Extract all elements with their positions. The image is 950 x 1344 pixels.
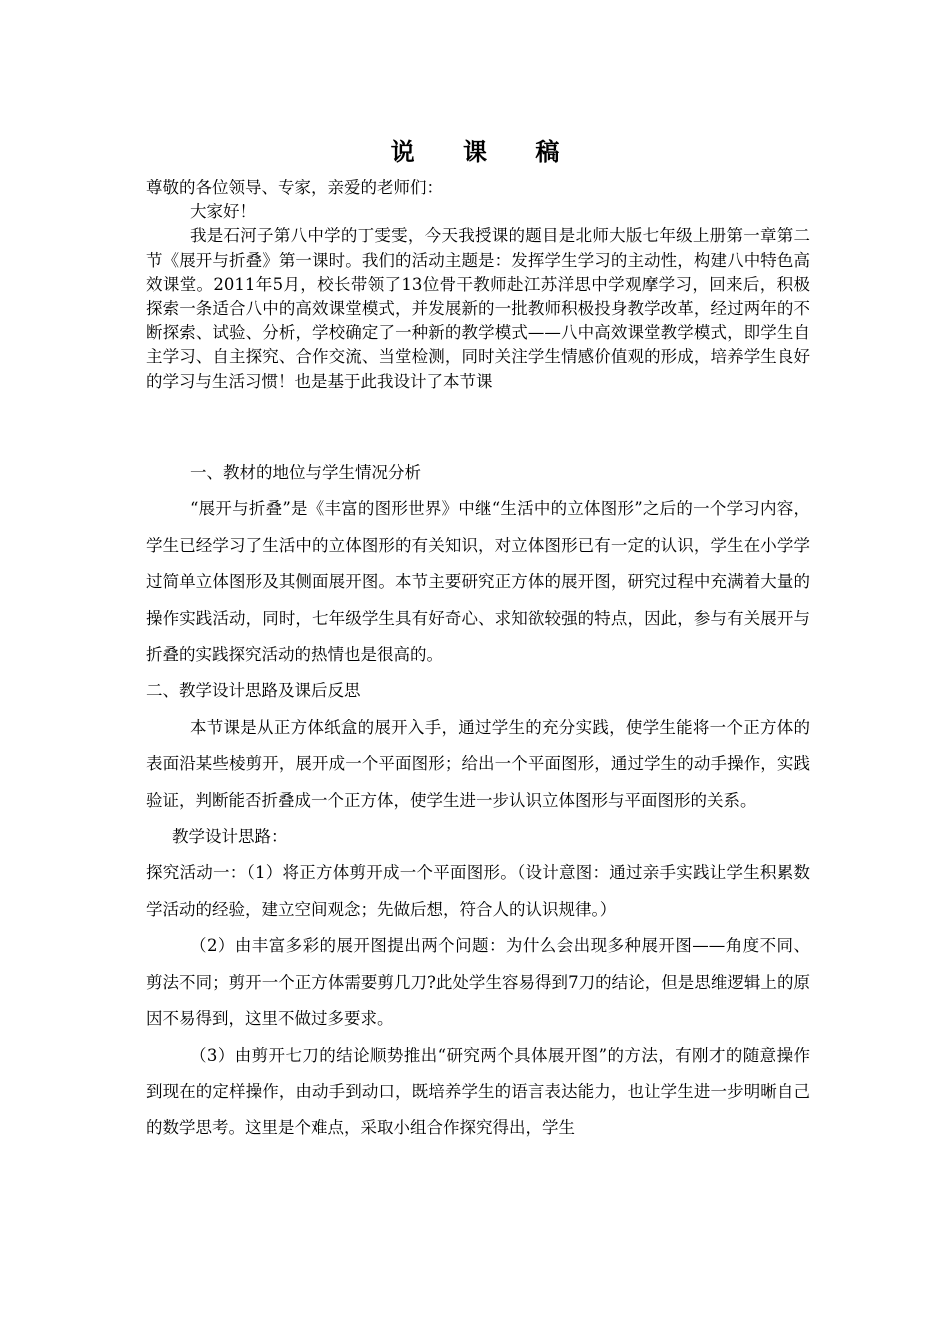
section-one-heading: 一、教材的地位与学生情况分析 <box>190 463 421 482</box>
activity-item-2: （2）由丰富多彩的展开图提出两个问题：为什么会出现多种展开图——角度不同、剪法不同；剪开一个正方体需要剪几刀?此处学生容易得到7刀的结论，但是思维逻辑上的原因不易得到，这里不做过多要求。 <box>146 936 810 1029</box>
section-two-heading: 二、教学设计思路及课后反思 <box>146 681 361 701</box>
section-one-body: “展开与折叠”是《丰富的图形世界》中继“生活中的立体图形”之后的一个学习内容，学生已经学习了生活中的立体图形的有关知识，对立体图形已有一定的认识，学生在小学学过简单立体图形及其侧面展开图。本节主要研究正方体的展开图，研究过程中充满着大量的操作实践活动，同时，七年级学生具有好奇心、求知欲较强的特点，因此，参与有关展开与折叠的实践探究活动的热情也是很高的。 <box>146 499 810 665</box>
salutation: 尊敬的各位领导、专家，亲爱的老师们： <box>146 178 443 197</box>
greeting: 大家好！ <box>190 202 256 222</box>
design-subheading: 教学设计思路： <box>172 827 288 847</box>
activity-item-3: （3）由剪开七刀的结论顺势推出“研究两个具体展开图”的方法，有刚才的随意操作到现在的定样操作，由动手到动口，既培养学生的语言表达能力，也让学生进一步明晰自己的数学思考。这里是个难点，采取小组合作探究得出，学生 <box>146 1045 810 1138</box>
intro-paragraph: 我是石河子第八中学的丁雯雯，今天我授课的题目是北师大版七年级上册第一章第二节《展开与折叠》第一课时。我们的活动主题是：发挥学生学习的主动性，构建八中特色高效课堂。2011年5月，校长带领了13位骨干教师赴江苏洋思中学观摩学习，回来后，积极探索一条适合八中的高效课堂模式，并发展新的一批教师积极投身教学改革，经过两年的不断探索、试验、分析，学校确定了一种新的教学模式——八中高效课堂教学模式，即学生自主学习、自主探究、合作交流、当堂检测，同时关注学生情感价值观的形成，培养学生良好的学习与生活习惯！也是基于此我设计了本节课 <box>146 226 810 391</box>
page-title: 说 课 稿 <box>390 137 580 166</box>
section-one <box>146 455 810 1147</box>
section-two-body: 本节课是从正方体纸盒的展开入手，通过学生的充分实践，使学生能将一个正方体的表面沿某些棱剪开，展开成一个平面图形；给出一个平面图形，通过学生的动手操作，实践验证，判断能否折叠成一个正方体，使学生进一步认识立体图形与平面图形的关系。 <box>146 717 810 810</box>
activity-one: 探究活动一：（1）将正方体剪开成一个平面图形。（设计意图：通过亲手实践让学生积累数学活动的经验，建立空间观念；先做后想，符合人的认识规律。） <box>146 863 810 919</box>
opening-block <box>146 176 810 394</box>
